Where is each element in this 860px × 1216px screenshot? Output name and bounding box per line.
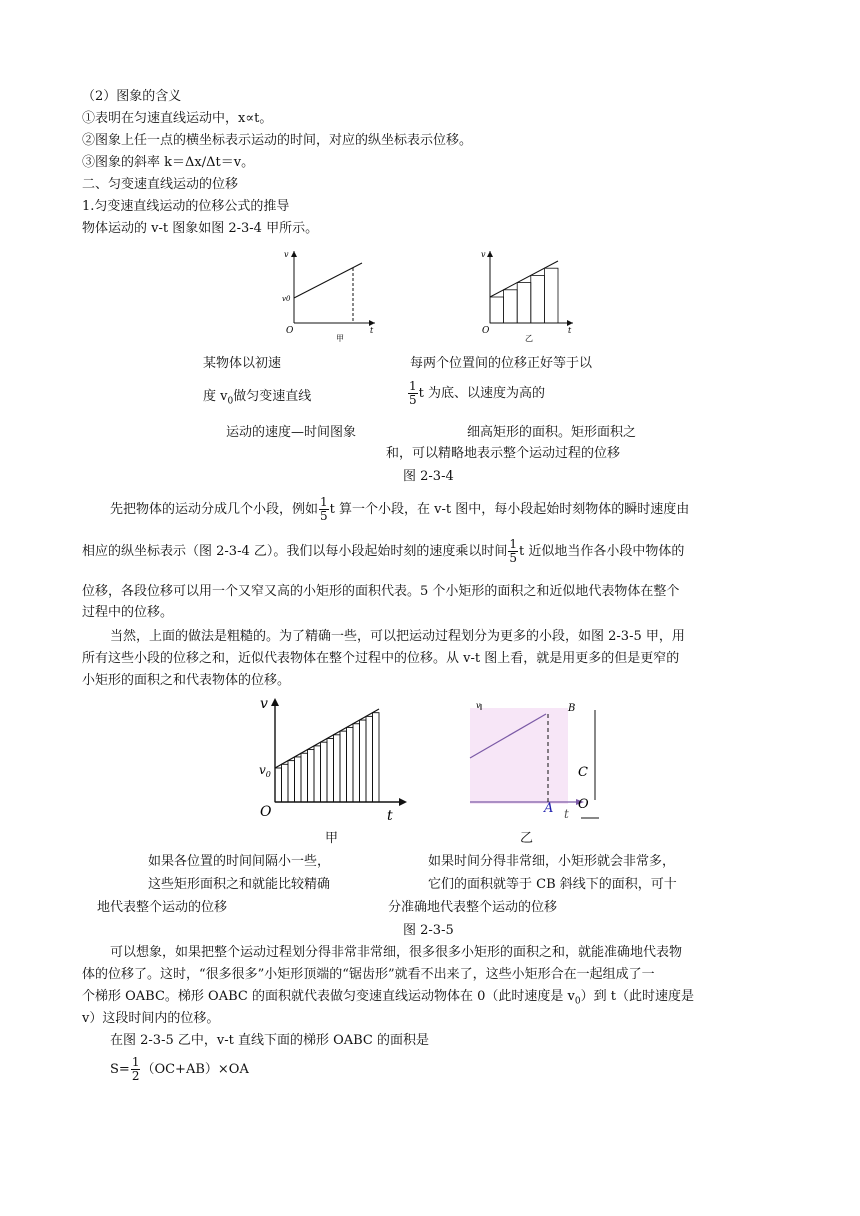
fig234-number: 图 2-3-4 <box>403 469 454 484</box>
fig234-yi-origin: O <box>482 326 490 336</box>
fig235-jia-rectangles <box>275 713 379 802</box>
thin-rectangle <box>334 735 341 802</box>
fraction-one-fifth: $\frac{1}{5}$ <box>320 495 328 523</box>
figure-235-yi-graph <box>468 700 608 824</box>
figure-235-jia-graph <box>255 692 415 826</box>
fig235-yi-axis-v: v <box>476 701 481 710</box>
fraction-one-half: $\frac{1}{2}$ <box>131 1055 140 1083</box>
fig235-yi-axis-t: t <box>564 807 569 821</box>
fig234-yi-label: 乙 <box>525 334 533 343</box>
para1-line-3: 位移，各段位移可以用一个又窄又高的小矩形的面积代表。5 个小矩形的面积之和近似地代表物体在整个 <box>82 584 680 599</box>
thin-rectangle <box>373 713 380 802</box>
fig235-caption-left-3: 地代表整个运动的位移 <box>97 900 228 915</box>
thin-rectangle <box>347 727 354 802</box>
step-rectangle <box>504 290 518 323</box>
thin-rectangle <box>327 739 334 803</box>
fig234-caption-right-3: 细高矩形的面积。矩形面积之 <box>467 425 637 440</box>
section-heading-meaning: （2）图象的含义 <box>82 89 182 104</box>
step-rectangle <box>490 297 504 323</box>
figure-234-yi-graph <box>478 245 578 345</box>
para4-line-1: 在图 2-3-5 乙中，v-t 直线下面的梯形 OABC 的面积是 <box>110 1033 430 1048</box>
fig235-jia-axis-t: t <box>387 808 393 824</box>
fig234-caption-left-2: 度 $v_0$做匀变速直线 <box>203 389 312 407</box>
fig234-yi-rectangles <box>490 268 558 323</box>
fig235-caption-left-1: 如果各位置的时间间隔小一些， <box>148 854 331 869</box>
fig235-yi-label-B: B <box>568 703 576 714</box>
fig235-jia-label: 甲 <box>325 831 339 846</box>
para2-line-2: 所有这些小段的位移之和，近似代表物体在整个过程中的位移。从 v-t 图上看，就是用更多的但是更窄的 <box>82 651 680 666</box>
step-rectangle <box>517 283 531 323</box>
para1-line-4: 过程中的位移。 <box>82 605 174 620</box>
step-rectangle <box>544 268 558 323</box>
area-formula: S= $\frac{1}{2}$ （OC+AB）×OA <box>110 1055 249 1083</box>
para1-line-2: 相应的纵坐标表示（图 2-3-4 乙）。我们以每小段起始时刻的速度乘以时间 $\frac{1}{5}$ t 近似地当作各小段中物体的 <box>82 537 685 565</box>
meaning-point-2: ②图象上任一点的横坐标表示运动的时间，对应的纵坐标表示位移。 <box>82 133 473 148</box>
fig235-yi-label-A: A <box>544 801 554 816</box>
fig234-jia-v0: v0 <box>282 295 291 303</box>
para3-line-3: 个梯形 OABC。梯形 OABC 的面积就代表做匀变速直线运动物体在 0（此时速度是 $v_0$）到 t（此时速度是 <box>82 989 694 1007</box>
fig234-caption-right-2: $\frac{1}{5}$ t 为底、以速度为高的 <box>409 379 545 407</box>
para3-line-2: 体的位移了。这时，“很多很多”小矩形顶端的“锯齿形”就看不出来了，这些小矩形合在一起组成了一 <box>82 967 655 982</box>
thin-rectangle <box>288 761 295 802</box>
fig234-yi-axis-t: t <box>568 326 572 335</box>
fig235-yi-label: 乙 <box>520 831 534 846</box>
fig235-jia-v0: $v_0$ <box>259 763 271 779</box>
figure-234-jia-graph <box>280 245 380 345</box>
thin-rectangle <box>282 764 289 802</box>
fig234-jia-axis-v: v <box>284 250 289 259</box>
para1-line-1: 先把物体的运动分成几个小段，例如 $\frac{1}{5}$ t 算一个小段，在 v-t 图中，每小段起始时刻物体的瞬时速度由 <box>110 495 690 523</box>
fig234-caption-right-1: 每两个位置间的位移正好等于以 <box>410 356 593 371</box>
thin-rectangle <box>366 716 373 802</box>
para2-line-1: 当然，上面的做法是粗糙的。为了精确一些，可以把运动过程划分为更多的小段，如图 2-3-5 甲，用 <box>110 629 685 644</box>
thin-rectangle <box>340 731 347 802</box>
section-heading-displacement: 二、匀变速直线运动的位移 <box>82 177 239 192</box>
thin-rectangle <box>308 750 315 802</box>
thin-rectangle <box>301 753 308 802</box>
fig234-caption-left-1: 某物体以初速 <box>203 356 282 371</box>
fig234-caption-right-4: 和，可以精略地表示整个运动过程的位移 <box>386 446 621 461</box>
para3-line-1: 可以想象，如果把整个运动过程划分得非常非常细，很多很多小矩形的面积之和，就能准确地代表物 <box>110 945 683 960</box>
thin-rectangle <box>321 742 328 802</box>
fig235-yi-background <box>470 708 568 804</box>
fig234-jia-label: 甲 <box>336 334 344 343</box>
subheading-derivation: 1.匀变速直线运动的位移公式的推导 <box>82 199 290 214</box>
thin-rectangle <box>314 746 321 802</box>
fig235-jia-axis-v: v <box>260 696 268 712</box>
fraction-one-fifth: $\frac{1}{5}$ <box>409 379 417 407</box>
para2-line-3: 小矩形的面积之和代表物体的位移。 <box>82 673 291 688</box>
thin-rectangle <box>275 768 282 802</box>
fig235-caption-right-2: 它们的面积就等于 CB 斜线下的面积，可十 <box>428 877 677 892</box>
thin-rectangle <box>353 724 360 802</box>
fig235-yi-label-C: C <box>578 765 588 780</box>
fig235-yi-label-O: O <box>578 797 589 812</box>
meaning-point-1: ①表明在匀速直线运动中，x∝t。 <box>82 111 273 126</box>
fig235-caption-right-1: 如果时间分得非常细，小矩形就会非常多， <box>428 854 676 869</box>
thin-rectangle <box>360 720 367 802</box>
fig235-caption-right-3: 分准确地代表整个运动的位移 <box>388 900 558 915</box>
fig234-jia-axis-t: t <box>370 326 374 335</box>
intro-text: 物体运动的 v-t 图象如图 2-3-4 甲所示。 <box>82 221 319 236</box>
meaning-point-3: ③图象的斜率 k＝Δx/Δt＝v。 <box>82 155 255 170</box>
fig234-caption-left-3: 运动的速度—时间图象 <box>226 425 357 440</box>
thin-rectangle <box>295 757 302 802</box>
fraction-one-fifth: $\frac{1}{5}$ <box>509 537 518 565</box>
fig235-number: 图 2-3-5 <box>403 923 454 938</box>
fig234-yi-axis-v: v <box>481 250 486 259</box>
step-rectangle <box>531 275 545 323</box>
para3-line-4: v）这段时间内的位移。 <box>82 1011 220 1026</box>
fig235-jia-origin: O <box>260 804 272 820</box>
fig235-caption-left-2: 这些矩形面积之和就能比较精确 <box>148 877 331 892</box>
fig234-jia-origin: O <box>286 326 294 336</box>
